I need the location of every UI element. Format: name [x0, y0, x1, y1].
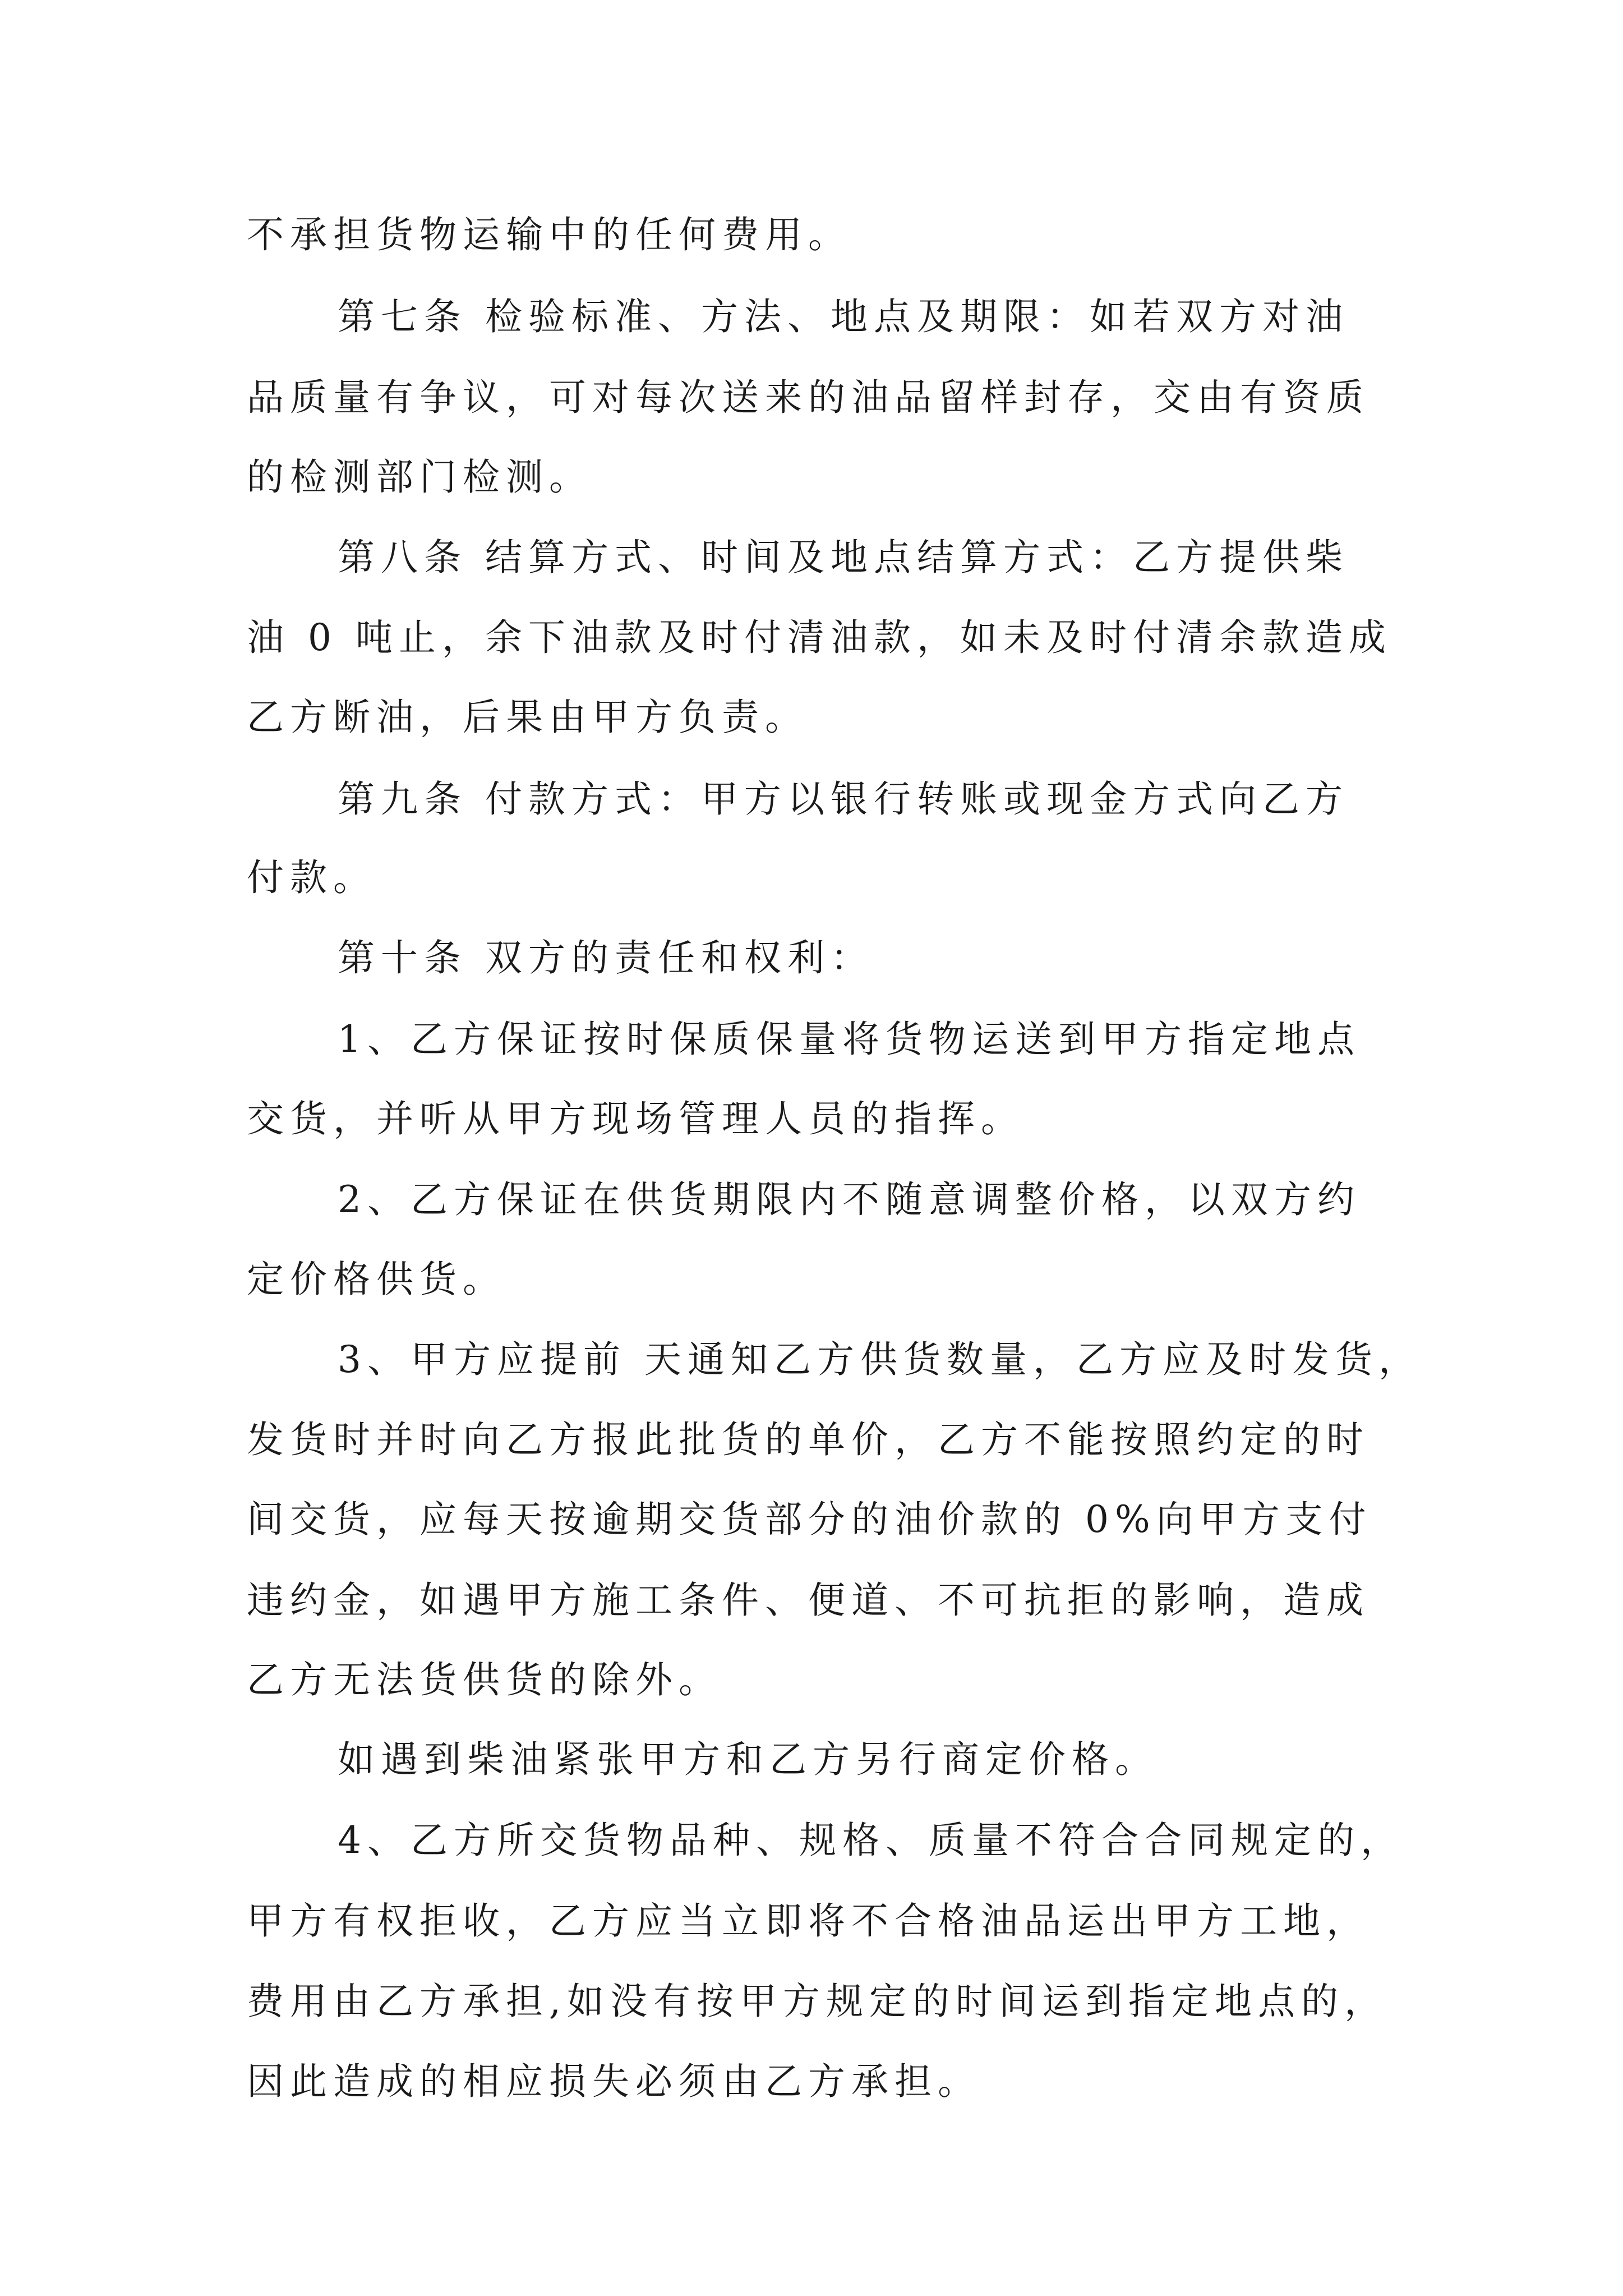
paragraph-line: 3、甲方应提前 天通知乙方供货数量，乙方应及时发货，: [338, 1338, 1422, 1381]
paragraph-line: 2、乙方保证在供货期限内不随意调整价格，以双方约: [338, 1178, 1361, 1221]
paragraph-line: 违约金，如遇甲方施工条件、便道、不可抗拒的影响，造成: [247, 1579, 1370, 1622]
paragraph-line: 定价格供货。: [247, 1258, 506, 1301]
paragraph-line: 甲方有权拒收，乙方应当立即将不合格油品运出甲方工地，: [247, 1899, 1370, 1943]
paragraph-line: 发货时并时向乙方报此批货的单价，乙方不能按照约定的时: [247, 1418, 1370, 1461]
paragraph-line: 第七条 检验标准、方法、地点及期限：如若双方对油: [338, 295, 1349, 338]
paragraph-line: 的检测部门检测。: [247, 455, 592, 499]
paragraph-line: 因此造成的相应损失必须由乙方承担。: [247, 2060, 981, 2103]
paragraph-line: 品质量有争议，可对每次送来的油品留样封存，交由有资质: [247, 376, 1370, 419]
paragraph-line: 乙方断油，后果由甲方负责。: [247, 696, 808, 739]
paragraph-line: 1、乙方保证按时保质保量将货物运送到甲方指定地点: [338, 1018, 1361, 1061]
paragraph-line: 油 0 吨止，余下油款及时付清油款，如未及时付清余款造成: [247, 616, 1392, 659]
paragraph-line: 如遇到柴油紧张甲方和乙方另行商定价格。: [338, 1738, 1158, 1781]
paragraph-line: 第九条 付款方式：甲方以银行转账或现金方式向乙方: [338, 777, 1349, 821]
paragraph-line: 费用由乙方承担,如没有按甲方规定的时间运到指定地点的，: [247, 1980, 1387, 2023]
paragraph-line: 第八条 结算方式、时间及地点结算方式：乙方提供柴: [338, 536, 1349, 579]
paragraph-line: 乙方无法货供货的除外。: [247, 1658, 722, 1701]
paragraph-line: 4、乙方所交货物品种、规格、质量不符合合同规定的，: [338, 1819, 1404, 1862]
paragraph-line: 交货，并听从甲方现场管理人员的指挥。: [247, 1097, 1024, 1140]
paragraph-line: 第十条 双方的责任和权利：: [338, 936, 874, 979]
paragraph-line: 间交货，应每天按逾期交货部分的油价款的 0%向甲方支付: [247, 1498, 1372, 1541]
paragraph-line: 不承担货物运输中的任何费用。: [247, 213, 851, 256]
paragraph-line: 付款。: [247, 856, 376, 899]
